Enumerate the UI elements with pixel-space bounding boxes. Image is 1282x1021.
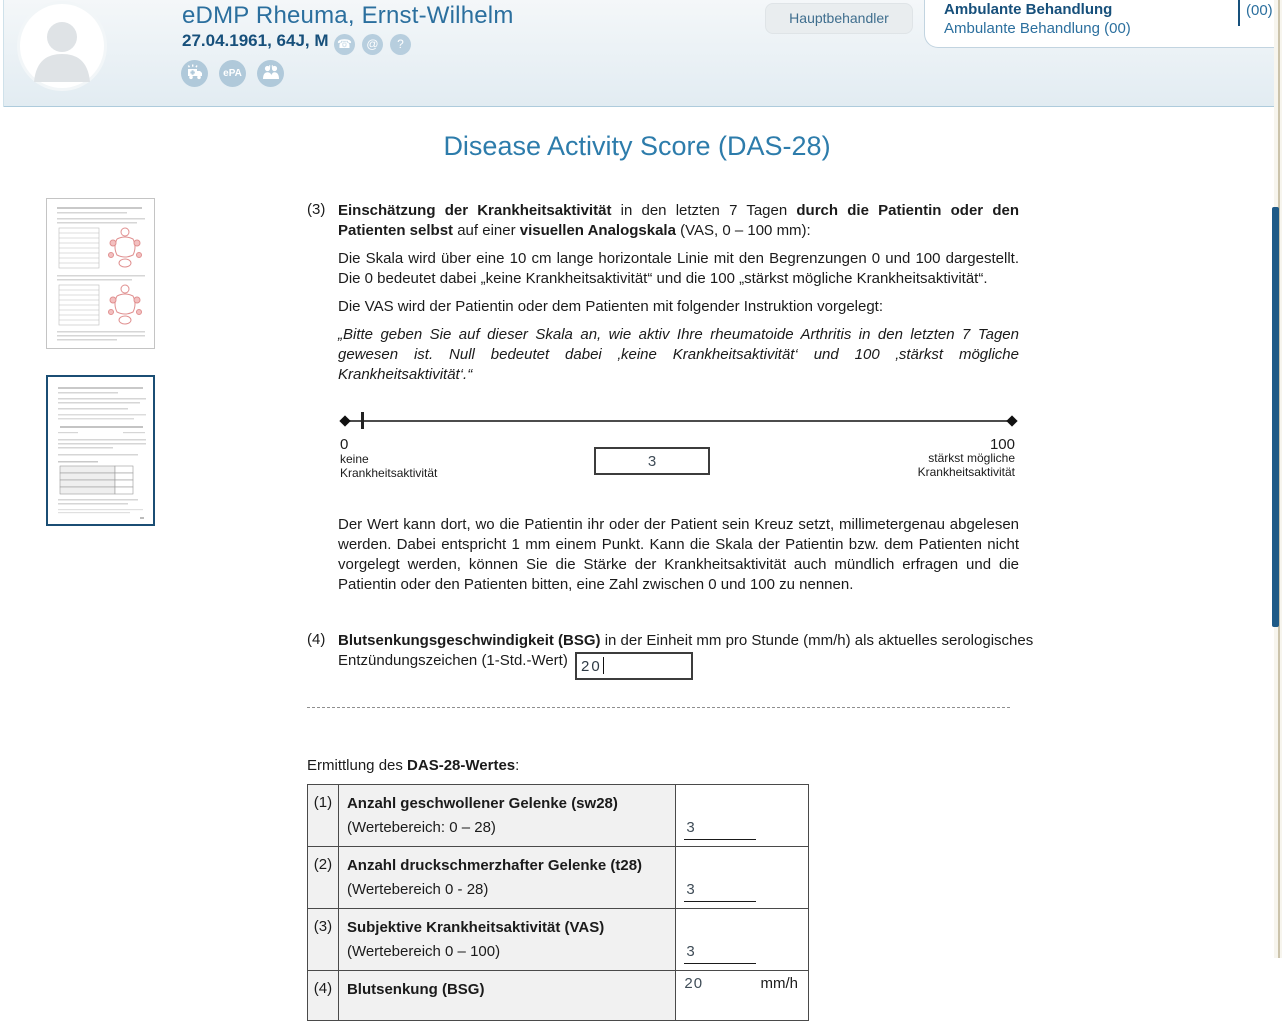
vas-min-label <box>340 452 437 480</box>
row1-range: (Wertebereich: 0 – 28) <box>346 819 496 836</box>
row1-number: (1) <box>308 785 339 847</box>
treatment-panel-item[interactable]: Ambulante Behandlung (00) <box>944 20 1131 37</box>
item4-line-2: Entzündungszeichen (1-Std.-Wert) <box>338 652 568 669</box>
calc-heading-bold: DAS-28-Wertes <box>407 757 516 774</box>
page-thumbnail-1[interactable] <box>46 198 155 349</box>
row4-number: (4) <box>308 971 339 1021</box>
row2-label <box>338 847 675 909</box>
item3-paragraph-1: Die Skala wird über eine 10 cm lange horizontale Linie mit den Begrenzungen 0 und 100 dargestellt. Die 0 bedeutet dabei „keine Krankheitsaktivität“ und die 100 „stärkst mögliche Krankheitsaktivität“. <box>338 250 1019 287</box>
vas-max-label-line2: Krankheitsaktivität <box>917 465 1015 479</box>
vas-max-value: 100 <box>989 436 1015 453</box>
treatment-panel-title: Ambulante Behandlung <box>944 1 1113 18</box>
person-silhouette-icon <box>20 4 104 88</box>
table-row <box>308 847 809 909</box>
vas-max-label-line1: stärkst mögliche <box>928 451 1015 465</box>
document-title: Disease Activity Score (DAS-28) <box>443 131 831 161</box>
item3-bold-1: Einschätzung der Krankheitsaktivität <box>338 202 612 219</box>
item3-number: (3) <box>307 201 326 218</box>
das28-calc-table <box>307 784 809 1021</box>
item3-paragraph-2: Die VAS wird der Patientin oder dem Patienten mit folgender Instruktion vorgelegt: <box>338 298 884 315</box>
item3-paragraph-3: Der Wert kann dort, wo die Patientin ihr oder der Patient sein Kreuz setzt, millimetergenau abgelesen werden. Dabei entspricht 1 mm einem Punkt. Kann die Skala der Patientin bzw. dem Patienten nicht vorgelegt werden, können Sie die Stärke der Krankheitsaktivität auch mündlich erfragen und die Patientin oder den Patienten bitten, eine Zahl zwischen 0 und 100 zu nennen. <box>338 516 1019 593</box>
row1-value-cell[interactable] <box>676 785 809 847</box>
vas-right-endpoint <box>1006 415 1017 426</box>
item3-text-1: in den letzten 7 Tagen <box>611 202 797 219</box>
vas-value-input[interactable]: 3 <box>594 447 710 475</box>
vas-left-endpoint <box>339 415 350 426</box>
scrollbar-thumb[interactable] <box>1272 207 1279 627</box>
row4-label-bold: Blutsenkung (BSG) <box>346 981 485 998</box>
calc-heading <box>307 757 519 774</box>
row1-value: 3 <box>684 819 756 840</box>
item3-bold-3: visuellen Analogskala <box>519 222 676 239</box>
bsg-value-input[interactable] <box>575 652 693 680</box>
table-row <box>308 909 809 971</box>
help-icon[interactable]: ? <box>390 34 411 55</box>
patient-birthdate-age-sex: 27.04.1961, 64J, M <box>182 31 329 50</box>
ambulance-icon[interactable] <box>181 60 208 87</box>
item3-bold-2: durch die Patientin oder den Patienten selbst <box>338 202 1019 239</box>
table-row <box>308 971 809 1021</box>
row4-value-cell[interactable] <box>676 971 809 1021</box>
treatment-dropdown-panel <box>924 0 1274 48</box>
row1-label <box>338 785 675 847</box>
phone-icon[interactable]: ☎ <box>334 34 355 55</box>
row2-number: (2) <box>308 847 339 909</box>
bsg-value: 20 <box>581 658 602 675</box>
row3-label <box>338 909 675 971</box>
email-icon[interactable]: @ <box>362 34 383 55</box>
item4-bold: Blutsenkungsgeschwindigkeit (BSG) <box>338 632 601 649</box>
item3-lead <box>338 201 1019 241</box>
row3-value: 3 <box>684 943 756 964</box>
row3-value-cell[interactable] <box>676 909 809 971</box>
row4-unit: mm/h <box>760 975 798 992</box>
row3-number: (3) <box>308 909 339 971</box>
vas-max-label <box>855 451 1015 479</box>
row2-value-cell[interactable] <box>676 847 809 909</box>
item4-text-1: in der Einheit mm pro Stunde (mm/h) als aktuelles serologisches <box>600 632 1034 649</box>
page-1-preview <box>47 199 154 348</box>
vas-scale-line <box>345 420 1012 422</box>
patients-group-icon[interactable] <box>257 60 284 87</box>
epa-icon[interactable]: ePA <box>219 60 246 87</box>
section-divider <box>307 707 1010 708</box>
vas-patient-mark <box>361 412 364 429</box>
patient-name: eDMP Rheuma, Ernst-Wilhelm <box>182 2 514 29</box>
patient-header <box>0 0 1274 107</box>
row4-value: 20 <box>684 975 704 992</box>
treatment-panel-divider <box>1238 0 1240 26</box>
row2-range: (Wertebereich 0 - 28) <box>346 881 489 898</box>
header-left-strip <box>0 0 4 107</box>
text-cursor <box>603 657 604 674</box>
patient-avatar <box>20 4 104 88</box>
vas-min-value: 0 <box>340 436 349 453</box>
hauptbehandler-button[interactable]: Hauptbehandler <box>765 3 913 34</box>
treatment-count-badge: (00) <box>1246 2 1273 19</box>
item4-line-1 <box>338 631 1034 651</box>
item3-instruction-quote: „Bitte geben Sie auf dieser Skala an, wie aktiv Ihre rheumatoide Arthritis in den letzten 7 Tagen gewesen ist. Null bedeutet dabei ‚keine Krankheitsaktivität‘ und 100 ‚stärkst mögliche Krankheitsaktivität‘.“ <box>338 326 1019 383</box>
calc-heading-post: : <box>515 757 520 774</box>
item4-number: (4) <box>307 631 326 648</box>
page-thumbnail-2-selected[interactable] <box>46 375 155 526</box>
row3-label-bold: Subjektive Krankheitsaktivität (VAS) <box>346 919 605 936</box>
vas-min-label-line1: keine <box>340 452 369 466</box>
item3-text-3: (VAS, 0 – 100 mm): <box>675 222 811 239</box>
row3-range: (Wertebereich 0 – 100) <box>346 943 501 960</box>
calc-heading-pre: Ermittlung des <box>307 757 408 774</box>
row4-label <box>338 971 675 1021</box>
row2-label-bold: Anzahl druckschmerzhafter Gelenke (t28) <box>346 857 643 874</box>
table-row <box>308 785 809 847</box>
page-2-preview <box>48 377 153 524</box>
row1-label-bold: Anzahl geschwollener Gelenke (sw28) <box>346 795 618 812</box>
row2-value: 3 <box>684 881 756 902</box>
item3-text-2: auf einer <box>453 222 520 239</box>
vas-min-label-line2: Krankheitsaktivität <box>340 466 438 480</box>
